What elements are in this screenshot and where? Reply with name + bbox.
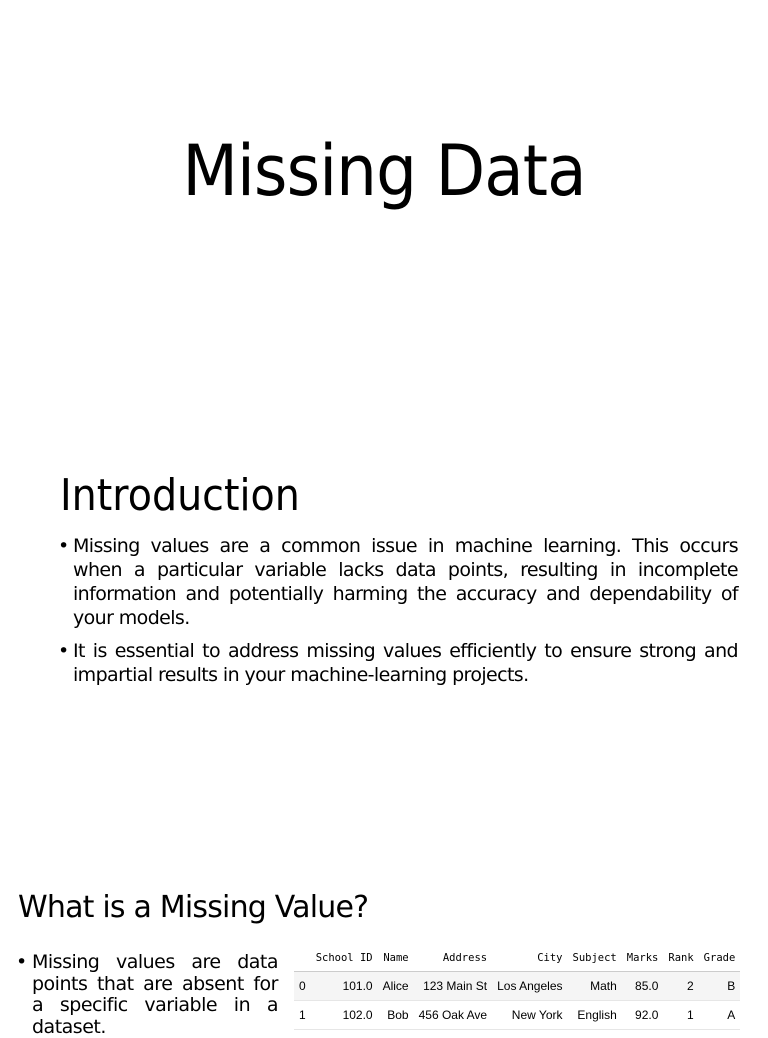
row-index: 0	[294, 972, 311, 1001]
table-cell: B	[699, 972, 741, 1001]
column-header: Grade	[699, 946, 741, 972]
table-cell: Math	[568, 972, 622, 1001]
table-cell: 123 Main St	[414, 972, 493, 1001]
bullet-list	[58, 534, 738, 696]
table-cell: Los Angeles	[492, 972, 567, 1001]
column-header: School ID	[311, 946, 378, 972]
missing-value-slide	[0, 860, 768, 1038]
table-cell: New York	[492, 1001, 567, 1030]
column-header: Subject	[568, 946, 622, 972]
section-title: Introduction	[60, 470, 300, 521]
bullet-item: • Missing values are data points that are absent for a specific variable in a dataset.	[16, 952, 278, 1038]
column-header: Marks	[622, 946, 664, 972]
table-cell: Alice	[378, 972, 414, 1001]
introduction-slide	[0, 430, 768, 830]
table-cell: English	[568, 1001, 622, 1030]
bullet-item: • Missing values are a common issue in machine learning. This occurs when a particular variable lacks data points, resulting in incomplete information and potentially harming the accuracy and dependability of your models.	[58, 534, 738, 630]
table-cell: Bob	[378, 1001, 414, 1030]
column-header: Name	[378, 946, 414, 972]
slide-title: Missing Data	[182, 130, 586, 212]
table-cell: 101.0	[311, 972, 378, 1001]
column-header: Address	[414, 946, 493, 972]
table-cell: 102.0	[311, 1001, 378, 1030]
column-header: Rank	[663, 946, 698, 972]
column-header	[294, 946, 311, 972]
section-title: What is a Missing Value?	[18, 890, 369, 925]
bullet-item: • It is essential to address missing values efficiently to ensure strong and impartial results in your machine-learning projects.	[58, 639, 738, 687]
table-header-row	[294, 946, 740, 972]
table-row	[294, 1001, 740, 1030]
table-cell: A	[699, 1001, 741, 1030]
table-cell: 2	[663, 972, 698, 1001]
dataframe-table	[294, 946, 740, 1030]
table-cell: 85.0	[622, 972, 664, 1001]
title-slide	[0, 0, 768, 420]
table-cell: 456 Oak Ave	[414, 1001, 493, 1030]
table-row	[294, 972, 740, 1001]
table-cell: 1	[663, 1001, 698, 1030]
row-index: 1	[294, 1001, 311, 1030]
column-header: City	[492, 946, 567, 972]
bullet-list	[16, 952, 278, 1038]
table-cell: 92.0	[622, 1001, 664, 1030]
